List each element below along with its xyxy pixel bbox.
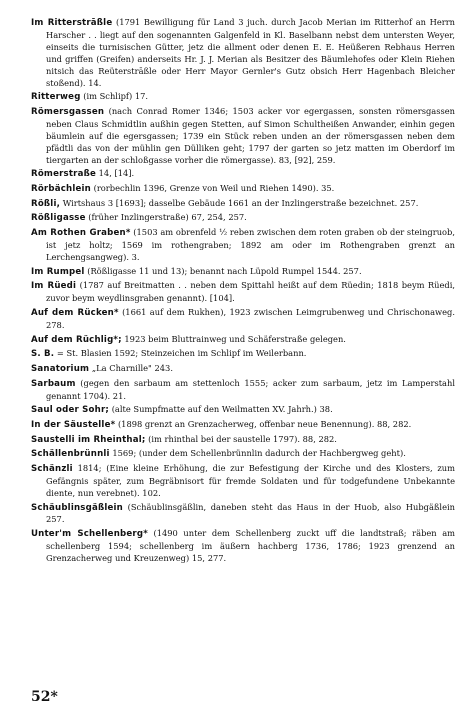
entry-headword: Schänzli [31, 464, 73, 475]
entry-text: (1661 auf dem Rukhen), 1923 zwischen Leimgrubenweg und Chrischonaweg. 278. [46, 306, 455, 330]
entry-text: (früher Inzlingerstraße) 67, 254, 257. [88, 212, 247, 223]
entry-text: (rorbechlin 1396, Grenze von Weil und Riehen 1490). 35. [93, 182, 335, 193]
entry-text: = St. Blasien 1592; Steinzeichen im Schlipf im Weilerbann. [56, 348, 307, 359]
entry [31, 307, 455, 332]
entry [31, 334, 455, 347]
entry-headword: Unter'm Schellenberg* [31, 529, 148, 540]
entry-text: (Rößligasse 11 und 13); benannt nach Lüpold Rumpel 1544. 257. [87, 265, 362, 276]
entry-headword: Im Rumpel [31, 266, 85, 277]
entry-headword: Rößligasse [31, 213, 86, 224]
entry-text: „La Charnille" 243. [91, 362, 173, 373]
entry-headword: Rörbächlein [31, 183, 91, 194]
entry-headword: In der Säustelle* [31, 419, 116, 430]
entry-text: (Schäublinsgäßlin, daneben steht das Haus in der Huob, also Hubgäßlein 257. [46, 501, 455, 525]
entry [31, 198, 455, 211]
entry-headword: Saul oder Sohr; [31, 405, 110, 416]
entry-text: (1490 unter dem Schellenberg zuckt uff die landtstraß; räben am schellenberg 1594; schellenberg im äußern hachberg 1736, 1786; 1923 grenzend an Grenzacherweg und Kreuzenweg) 15, 277. [46, 528, 456, 563]
entry-headword: Auf dem Rüchlig*; [31, 334, 122, 345]
entry-headword: Am Rothen Graben* [31, 228, 131, 239]
entry [31, 168, 455, 181]
entry-headword: Sanatorium [31, 363, 90, 374]
entry [31, 378, 455, 403]
entry-list [31, 17, 455, 567]
entry [31, 363, 455, 376]
entry-headword: Römerstraße [31, 169, 97, 180]
entry-headword: Im Ritterstrāßle [31, 18, 113, 28]
entry-headword: Ritterweg [31, 92, 81, 103]
entry [31, 448, 455, 461]
entry-headword: Saustelli im Rheinthal; [31, 434, 146, 445]
page-number: 52* [31, 689, 58, 705]
entry [31, 106, 455, 167]
entry-text: (nach Conrad Romer 1346; 1503 acker vor egergassen, sonsten römersgassen neben Claus Schmidtlin außhin gegen Stetten, auf Simon Schultheißen Anwander, einhin gegen bäumlein auf die egersgassen; 1739 ein Stück reben unden an der römersgassen neben dem pfädtli das von der mühlin gen Dülliken geht; 1797 der garten so jetz matten im Oberdorf im tiergarten an der schloßgasse vorher die römergasse). 83, [92], 259. [46, 105, 455, 165]
entry-headword: Sarbaum [31, 378, 76, 389]
entry-text: Wirtshaus 3 [1693]; dasselbe Gebäude 1661 an der Inzlingerstraße bezeichnet. 257. [62, 197, 419, 208]
entry-headword: Römersgassen [31, 106, 105, 117]
entry-headword: Auf dem Rücken* [31, 307, 119, 318]
entry-text: (1791 Bewilligung für Land 3 juch. durch Jacob Merian im Ritterhof an Herrn Harscher . . liegt auf den sogenannten Galgenfeld in Kl. Baselbann nebst dem untersten Weyer, einseits die turnisischen Gütter, jetz die allment oder denen E. E. Heüßeren Rebhaus Herren und griffen (Greifen) anderseits Hr. J. J. Merian als Besitzer des Bäumlehofes oder Klein Riehen nitsich das Reüterstrāßle oder Herr Mayor Gernler's Gutz obsich Herr Hagenbach Bleicher stoßend). 14. [46, 17, 456, 88]
entry [31, 434, 455, 447]
entry-text: 14, [14]. [98, 168, 135, 179]
entry-text: 1923 beim Bluttrainweg und Schäferstraße gelegen. [124, 333, 346, 344]
entry [31, 183, 455, 196]
entry-headword: Im Rüedi [31, 281, 77, 292]
entry [31, 463, 455, 500]
entry [31, 17, 455, 89]
entry [31, 528, 455, 565]
entry [31, 227, 455, 264]
entry [31, 91, 455, 104]
entry-text: 1814; (Eine kleine Erhöhung, die zur Befestigung der Kirche und des Klosters, zum Gefängnis später, zum Begräbnisort für fremde Soldaten und für todgefundene Unbekannte diente, nun verebnet). 102. [46, 463, 456, 498]
entry-text: (alte Sumpfmatte auf den Weilmatten XV. Jahrh.) 38. [111, 404, 333, 415]
entry-text: (1503 am obrenfeld ½ reben zwischen dem roten graben ob der steingruob, ist jetz holtz; 1569 im rothengraben; 1892 am oder im Rothengraben grenzt an Lerchengsangweg). 3. [46, 227, 455, 262]
entry-headword: Rößli, [31, 198, 61, 209]
entry-text: 1569; (under dem Schellenbrünnlin dadurch der Hachbergweg geht). [112, 448, 406, 459]
entry [31, 266, 455, 279]
entry-text: (im Schlipf) 17. [83, 91, 149, 102]
entry-text: (gegen den sarbaum am stettenloch 1555; acker zum sarbaum, jetz im Lamperstahl genannt 1704). 21. [46, 377, 456, 401]
entry [31, 348, 455, 361]
entry-text: (1787 auf Breitmatten . . neben dem Spittahl heißt auf dem Rüedin; 1818 beym Rüedi, zuvor beym weydlinsgraben genannt). [104]. [46, 280, 456, 304]
entry [31, 502, 455, 527]
entry-text: (im rhinthal bei der saustelle 1797). 88, 282. [148, 433, 337, 444]
entry [31, 419, 455, 432]
entry-headword: Schällenbrünnli [31, 449, 110, 460]
entry [31, 212, 455, 225]
entry [31, 280, 455, 305]
entry-text: (1898 grenzt an Grenzacherweg, offenbar neue Benennung). 88, 282. [117, 418, 412, 429]
entry-headword: Schäublinsgäßlein [31, 502, 123, 513]
entry-headword: S. B. [31, 349, 55, 360]
entry [31, 404, 455, 417]
